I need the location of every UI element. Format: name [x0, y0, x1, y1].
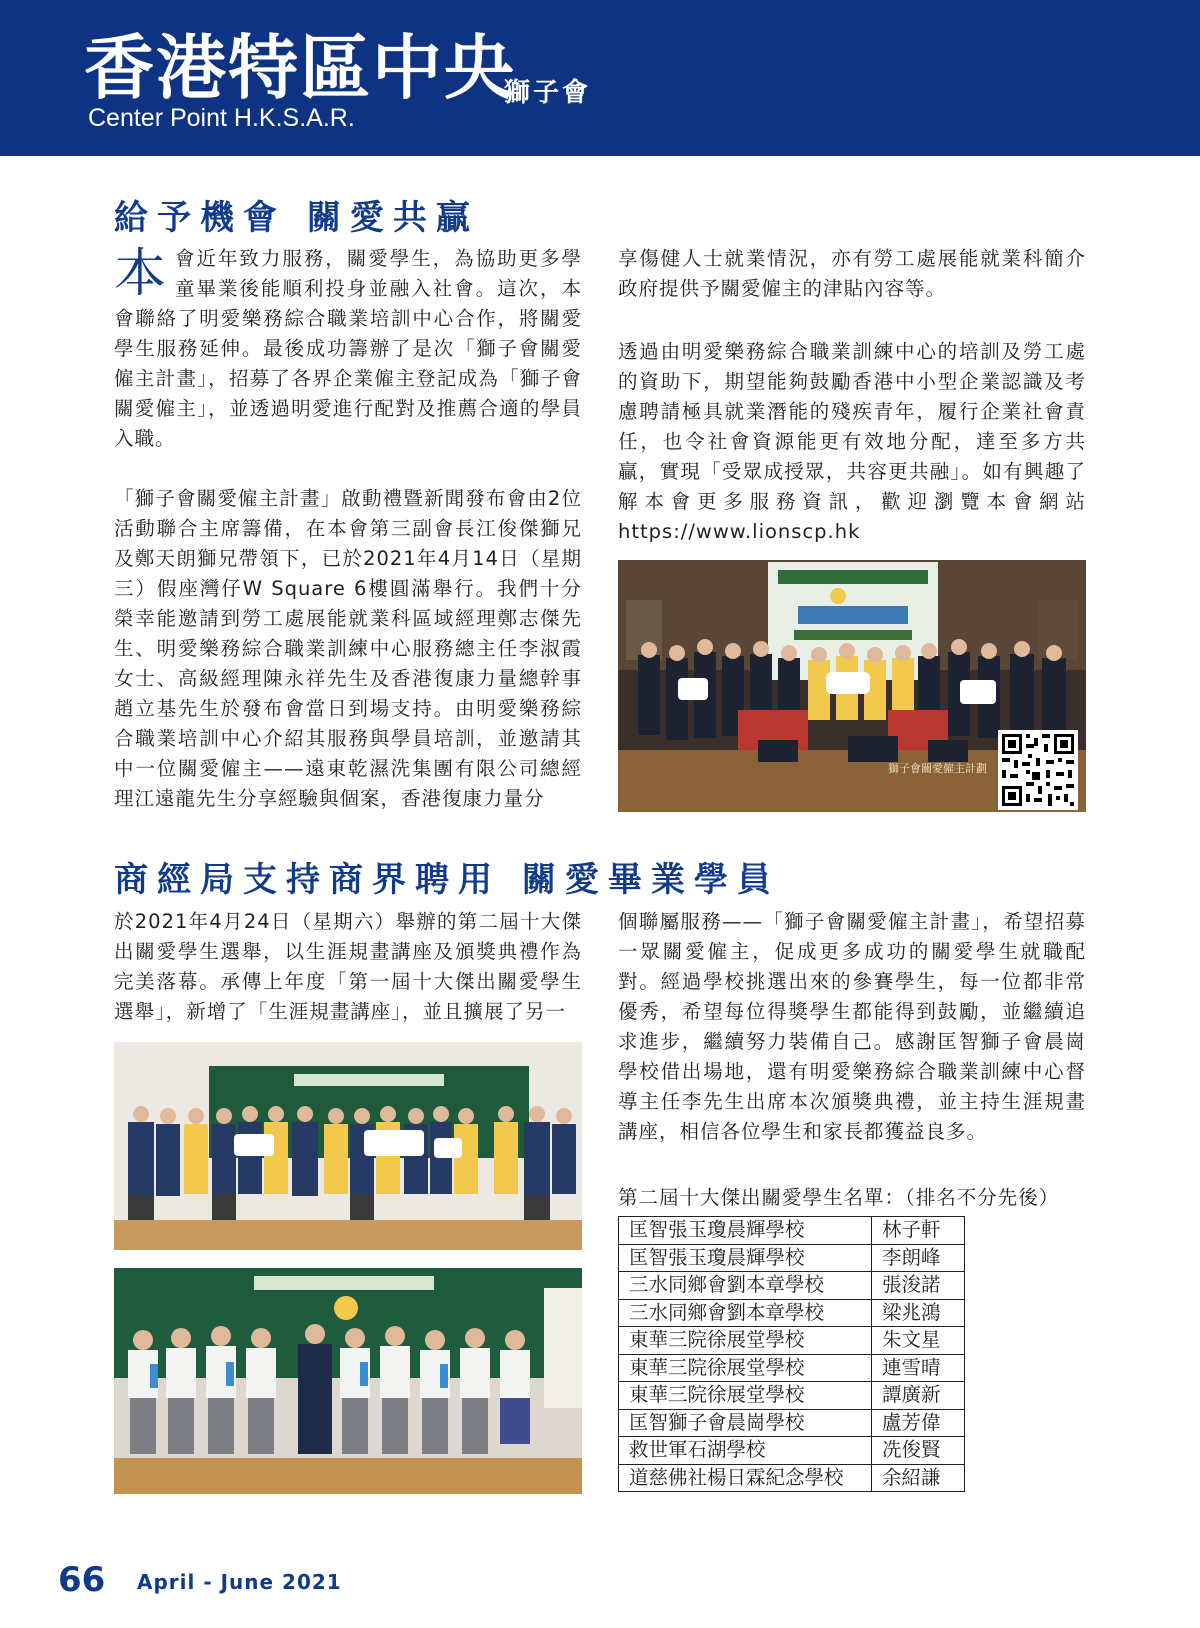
student-name-cell: 連雪晴 — [872, 1354, 965, 1382]
student-name-cell: 余紹謙 — [872, 1464, 965, 1492]
table-row — [619, 1327, 965, 1355]
page-number: 66 — [58, 1560, 106, 1600]
school-cell: 三水同鄉會劉本章學校 — [619, 1272, 872, 1300]
article1-title: 給予機會 關愛共贏 — [114, 198, 479, 238]
school-cell: 救世軍石湖學校 — [619, 1437, 872, 1465]
table-row — [619, 1437, 965, 1465]
student-name-cell: 朱文星 — [872, 1327, 965, 1355]
club-title: 香港特區中央 — [84, 27, 516, 109]
article1-paragraph-3: 享傷健人士就業情況，亦有勞工處展能就業科簡介政府提供予關愛僱主的津貼內容等。 — [618, 247, 1086, 300]
student-name-cell: 張浚諾 — [872, 1272, 965, 1300]
issue-date: April - June 2021 — [137, 1570, 342, 1594]
school-cell: 東華三院徐展堂學校 — [619, 1382, 872, 1410]
winners-table — [618, 1216, 965, 1492]
winners-list-title: 第二屆十大傑出關愛學生名單：（排名不分先後） — [618, 1186, 1060, 1209]
school-cell: 匡智張玉瓊晨輝學校 — [619, 1217, 872, 1245]
table-row — [619, 1382, 965, 1410]
students-award-photo — [114, 1268, 582, 1494]
table-row — [619, 1299, 965, 1327]
student-name-cell: 李朗峰 — [872, 1244, 965, 1272]
club-title-suffix: 獅子會 — [504, 78, 592, 108]
article2-paragraph-2: 個聯屬服務——「獅子會關愛僱主計畫」，希望招募一眾關愛僱主，促成更多成功的關愛學生就職配對。經過學校挑選出來的參賽學生，每一位都非常優秀，希望每位得獎學生都能得到鼓勵，並繼續追求進步，繼續努力裝備自己。感謝匡智獅子會晨崗學校借出場地，還有明愛樂務綜合職業訓練中心督導主任李先生出席本次頒獎典禮，並主持生涯規畫講座，相信各位學生和家長都獲益良多。 — [618, 910, 1086, 1143]
student-name-cell: 冼俊賢 — [872, 1437, 965, 1465]
photo-caption: 獅子會關愛僱主計劃 — [888, 762, 987, 775]
table-row — [619, 1217, 965, 1245]
table-row — [619, 1244, 965, 1272]
club-subtitle: Center Point H.K.S.A.R. — [88, 104, 355, 132]
article1-paragraph-4: 透過由明愛樂務綜合職業訓練中心的培訓及勞工處的資助下，期望能夠鼓勵香港中小型企業認識及考慮聘請極具就業潛能的殘疾青年，履行企業社會責任，也令社會資源能更有效地分配，達至多方共贏，實現「受眾成授眾，共容更共融」。如有興趣了解本會更多服務資訊，歡迎瀏覽本會網站 https://www.lionscp.hk — [618, 340, 1086, 543]
article1-paragraph-2: 「獅子會關愛僱主計畫」啟動禮暨新聞發布會由2位活動聯合主席籌備，在本會第三副會長江俊傑獅兄及鄭天朗獅兄帶領下，已於2021年4月14日（星期三）假座灣仔W Square 6樓圓滿舉行。我們十分榮幸能邀請到勞工處展能就業科區域經理鄭志傑先生、明愛樂務綜合職業訓練中心服務總主任李淑霞女士、高級經理陳永祥先生及香港復康力量總幹事趙立基先生於發布會當日到場支持。由明愛樂務綜合職業培訓中心介紹其服務與學員培訓，並邀請其中一位關愛僱主——遠東乾濕洗集團有限公司總經理江遠龍先生分享經驗與個案，香港復康力量分 — [114, 487, 582, 810]
student-name-cell: 譚廣新 — [872, 1382, 965, 1410]
qr-code[interactable] — [998, 730, 1078, 810]
school-cell: 三水同鄉會劉本章學校 — [619, 1299, 872, 1327]
student-name-cell: 盧芳偉 — [872, 1409, 965, 1437]
student-name-cell: 林子軒 — [872, 1217, 965, 1245]
school-cell: 匡智獅子會晨崗學校 — [619, 1409, 872, 1437]
table-row — [619, 1354, 965, 1382]
school-cell: 東華三院徐展堂學校 — [619, 1354, 872, 1382]
table-row — [619, 1272, 965, 1300]
school-cell: 東華三院徐展堂學校 — [619, 1327, 872, 1355]
header-banner — [0, 0, 1200, 156]
student-name-cell: 梁兆鴻 — [872, 1299, 965, 1327]
school-cell: 道慈佛社楊日霖紀念學校 — [619, 1464, 872, 1492]
article1-paragraph-1: 本會近年致力服務，關愛學生，為協助更多學童畢業後能順利投身並融入社會。這次，本會聯絡了明愛樂務綜合職業培訓中心合作，將關愛學生服務延伸。最後成功籌辦了是次「獅子會關愛僱主計畫」，招募了各界企業僱主登記成為「獅子會關愛僱主」，並透過明愛進行配對及推薦合適的學員入職。 — [114, 244, 582, 450]
table-row — [619, 1464, 965, 1492]
school-cell: 匡智張玉瓊晨輝學校 — [619, 1244, 872, 1272]
article2-title: 商經局支持商界聘用 關愛畢業學員 — [114, 860, 780, 900]
table-row — [619, 1409, 965, 1437]
ceremony-group-photo — [114, 1042, 582, 1250]
article2-paragraph-1: 於2021年4月24日（星期六）舉辦的第二屆十大傑出關愛學生選舉，以生涯規畫講座及頒獎典禮作為完美落幕。承傳上年度「第一屆十大傑出關愛學生選舉」，新增了「生涯規畫講座」，並且擴展了另一 — [114, 910, 582, 1023]
